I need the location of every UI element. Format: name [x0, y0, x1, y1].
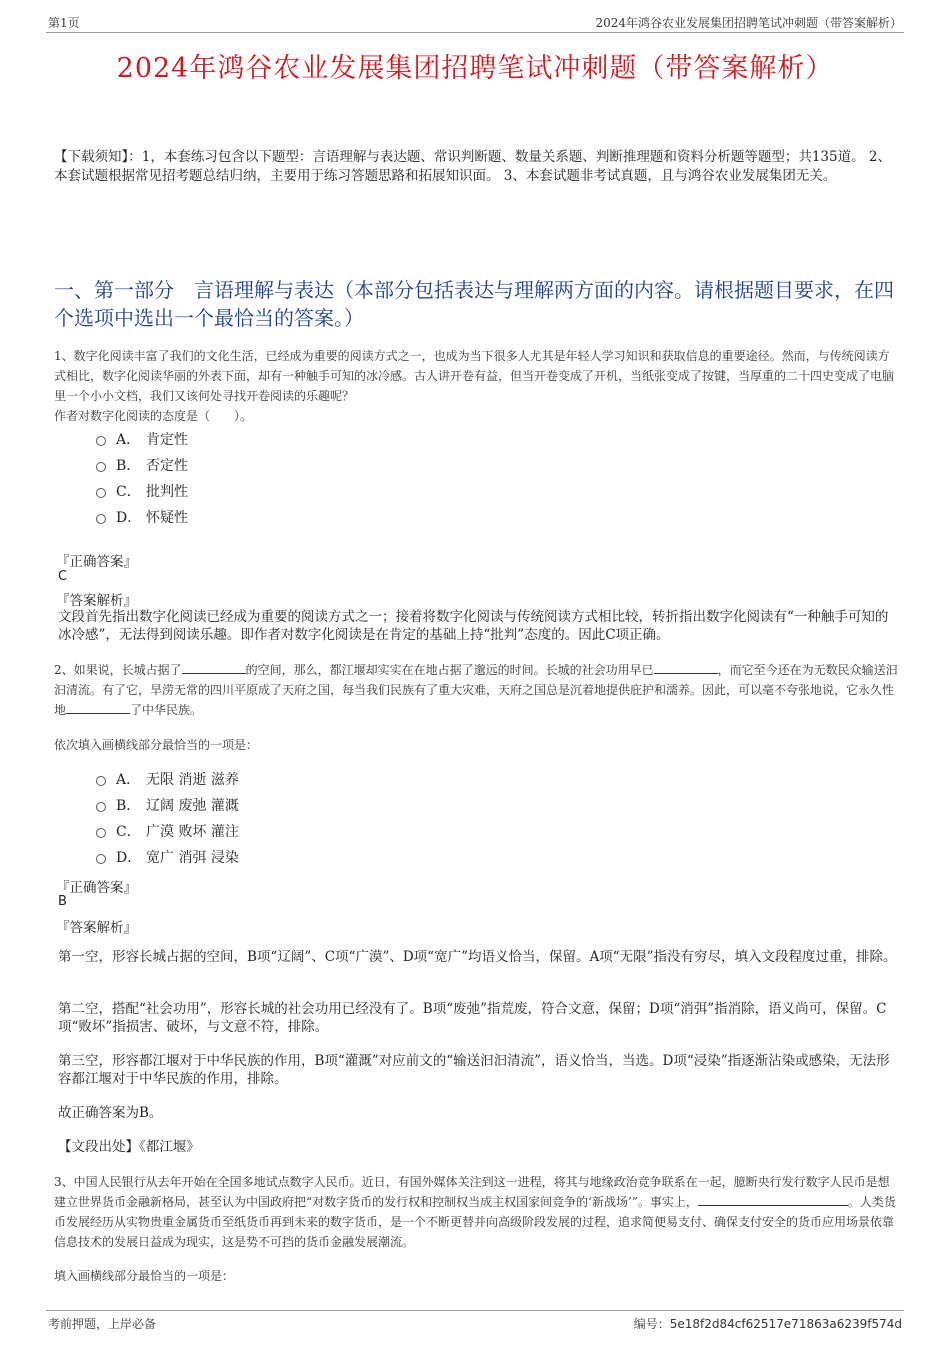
fill-blank: [698, 1193, 848, 1206]
radio-icon[interactable]: [96, 828, 106, 838]
question-2-option-d[interactable]: D． 宽广 消弭 浸染: [96, 844, 496, 870]
question-1-option-b[interactable]: B． 否定性: [96, 452, 496, 478]
q2-analysis-label: 『答案解析』: [56, 920, 137, 936]
question-1-options: [96, 426, 496, 530]
question-1-option-a[interactable]: A． 肯定性: [96, 426, 496, 452]
radio-icon[interactable]: [96, 514, 106, 524]
radio-icon[interactable]: [96, 488, 106, 498]
q1-correct-answer-label: 『正确答案』: [56, 554, 137, 570]
radio-icon[interactable]: [96, 802, 106, 812]
page-footer: [46, 1310, 904, 1331]
page-header: [46, 14, 904, 33]
question-2-stem: 2、如果说，长城占据了 的空间，那么，都江堰却实实在在地占据了邈远的时间。长城的社会功用早已 ，而它至今还在为无数民众输送汩汩清流。有了它，旱涝无常的四川平原成了天府之国，每当我们民族有了重大灾难，天府之国总是沉着地提供庇护和濡养。因此，可以毫不夸张地说，它永久性地 了中华民族。: [54, 663, 898, 717]
radio-icon[interactable]: [96, 854, 106, 864]
question-3-stem: 3、中国人民银行从去年开始在全国多地试点数字人民币。近日，有国外媒体关注到这一进程，将其与地缘政治竞争联系在一起，臆断央行发行数字人民币是想建立世界货币金融新格局，甚至认为中国政府把“对数字货币的发行权和控制权当成主权国家间竞争的‘新战场’”。事实上， 。人类货币发展经历从实物贵重金属货币至纸货币再到未来的数字货币，是一个不断更替并向高级阶段发展的过程，追求简便易支付、确保支付安全的货币应用场景依靠信息技术的发展日益成为现实，这是势不可挡的货币金融发展潮流。: [54, 1175, 896, 1249]
q1-analysis: 文段首先指出数字化阅读已经成为重要的阅读方式之一；接着将数字化阅读与传统阅读方式相比较，转折指出数字化阅读有“一种触手可知的冰冷感”，无法得到阅读乐趣。即作者对数字化阅读是在肯定的基础上持“批判”态度的。因此C项正确。: [58, 609, 889, 643]
q1-answer: C: [58, 569, 68, 584]
question-2-option-b[interactable]: B． 辽阔 废弛 灌溉: [96, 792, 496, 818]
q2-analysis-para-2: 第二空，搭配“社会功用”，形容长城的社会功用已经没有了。B项“废弛”指荒废，符合文意，保留；D项“消弭”指消除，语义尚可，保留。C项“败坏”指损害、破坏，与文意不符，排除。: [58, 1001, 887, 1035]
q2-analysis-para-3: 第三空，形容都江堰对于中华民族的作用，B项“灌溉”对应前文的“输送汩汩清流”，语义恰当，当选。D项“浸染”指逐渐沾染或感染，无法形容都江堰对于中华民族的作用，排除。: [58, 1053, 890, 1087]
q2-analysis-para-4: 故正确答案为B。: [58, 1105, 163, 1121]
question-2-option-c[interactable]: C． 广漠 败坏 灌注: [96, 818, 496, 844]
question-3-prompt: 填入画横线部分最恰当的一项是：: [54, 1269, 235, 1283]
question-2-options: [96, 766, 496, 870]
header-doc-title: 2024年鸿谷农业发展集团招聘笔试冲刺题（带答案解析）: [595, 16, 902, 30]
fill-blank: [66, 701, 130, 714]
footer-slogan: 考前押题，上岸必备: [48, 1317, 157, 1331]
question-1-option-d[interactable]: D． 怀疑性: [96, 504, 496, 530]
q2-answer: B: [58, 894, 67, 909]
page-number: 第1页: [48, 16, 80, 30]
question-1-prompt: 作者对数字化阅读的态度是（ ）。: [54, 409, 253, 423]
question-2-option-a[interactable]: A． 无限 消逝 滋养: [96, 766, 496, 792]
q2-analysis-para-1: 第一空，形容长城占据的空间，B项“辽阔”、C项“广漠”、D项“宽广”均语义恰当，保留。A项“无限”指没有穷尽，填入文段程度过重，排除。: [58, 949, 897, 965]
download-notice: 【下载须知】：1，本套练习包含以下题型：言语理解与表达题、常识判断题、数量关系题、判断推理题和资料分析题等题型；共135道。 2、本套试题根据常见招考题总结归纳，主要用于练习答题思路和拓展知识面。 3、本套试题非考试真题，且与鸿谷农业发展集团无关。: [54, 149, 891, 184]
radio-icon[interactable]: [96, 462, 106, 472]
footer-code: 编号：5e18f2d84cf62517e71863a6239f574d: [633, 1317, 902, 1331]
question-1-option-c[interactable]: C． 批判性: [96, 478, 496, 504]
fill-blank: [654, 661, 718, 674]
section-heading: 一、第一部分 言语理解与表达（本部分包括表达与理解两方面的内容。请根据题目要求，在四个选项中选出一个最恰当的答案。）: [54, 278, 894, 330]
question-2-prompt: 依次填入画横线部分最恰当的一项是：: [54, 738, 259, 752]
radio-icon[interactable]: [96, 436, 106, 446]
document-title: 2024年鸿谷农业发展集团招聘笔试冲刺题（带答案解析）: [116, 53, 834, 84]
q2-source: 【文段出处】《都江堰》: [58, 1139, 200, 1155]
q1-analysis-label: 『答案解析』: [56, 593, 137, 609]
fill-blank: [182, 661, 246, 674]
q2-correct-answer-label: 『正确答案』: [56, 880, 137, 896]
question-1-stem: 1、数字化阅读丰富了我们的文化生活，已经成为重要的阅读方式之一，也成为当下很多人尤其是年轻人学习知识和获取信息的重要途径。然而，与传统阅读方式相比，数字化阅读华丽的外表下面，却有一种触手可知的冰冷感。古人讲开卷有益，但当开卷变成了开机，当纸张变成了按键，当厚重的二十四史变成了电脑里一个小小文档，我们又该何处寻找开卷阅读的乐趣呢？: [54, 349, 895, 403]
radio-icon[interactable]: [96, 776, 106, 786]
